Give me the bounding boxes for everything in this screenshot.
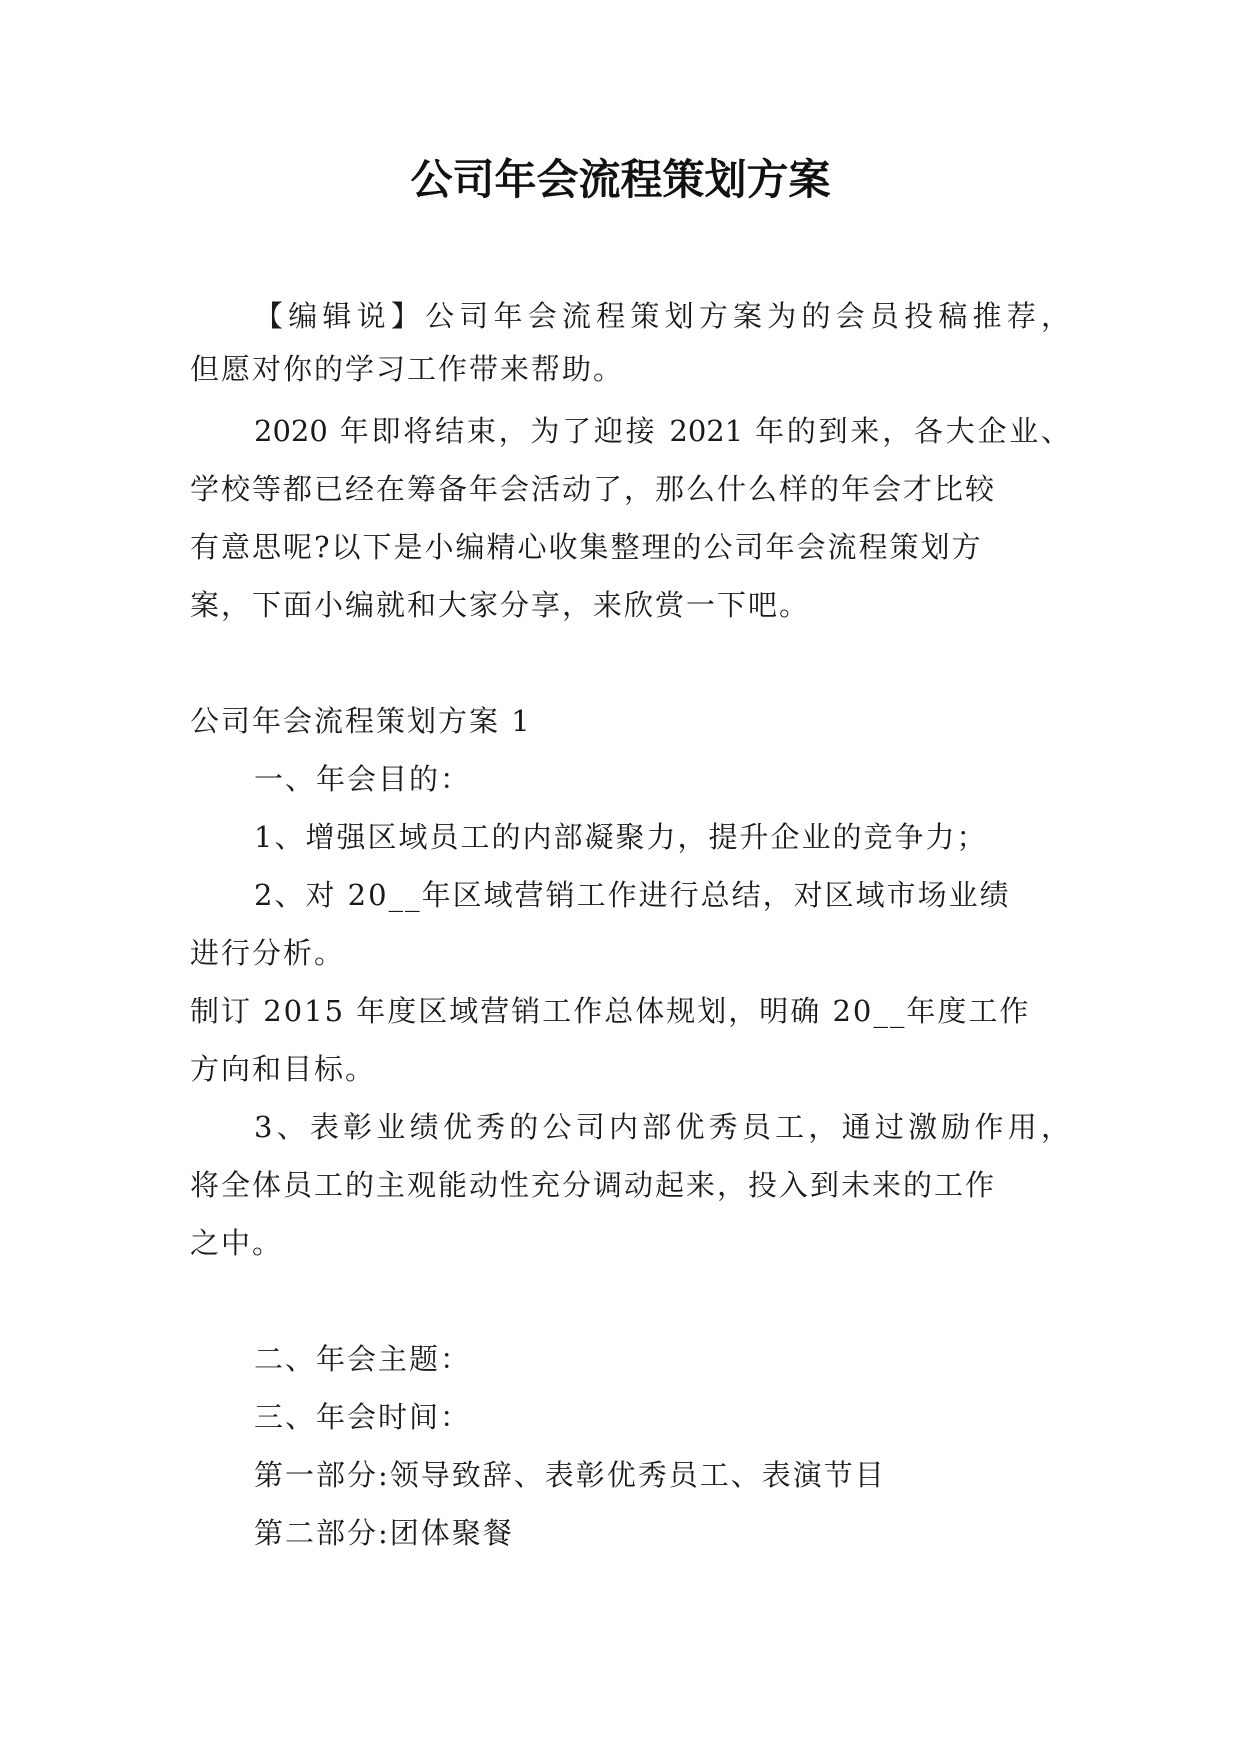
paragraph-line: 方向和目标。: [190, 1052, 377, 1086]
paragraph-line: 一、年会目的：: [254, 762, 472, 796]
paragraph-line: 案，下面小编就和大家分享，来欣赏一下吧。: [190, 588, 811, 622]
section-heading: 公司年会流程策划方案 1: [190, 704, 532, 738]
paragraph-line: 制订 2015 年度区域营销工作总体规划，明确 20__年度工作: [190, 994, 1031, 1028]
list-item: 2、对 20__年区域营销工作进行总结，对区域市场业绩: [254, 878, 1011, 912]
list-item: 1、增强区域员工的内部凝聚力，提升企业的竞争力；: [254, 820, 988, 854]
paragraph-line: 将全体员工的主观能动性充分调动起来，投入到未来的工作: [190, 1168, 997, 1202]
section-heading: 二、年会主题：: [254, 1342, 472, 1376]
paragraph-line: 但愿对你的学习工作带来帮助。: [190, 352, 625, 386]
list-item: 3、表彰业绩优秀的公司内部优秀员工，通过激励作用，: [254, 1110, 1070, 1144]
paragraph-line: 进行分析。: [190, 936, 346, 970]
paragraph-line: 第一部分:领导致辞、表彰优秀员工、表演节目: [254, 1458, 886, 1492]
paragraph-line: 学校等都已经在筹备年会活动了，那么什么样的年会才比较: [190, 472, 997, 506]
paragraph-line: 【编辑说】公司年会流程策划方案为的会员投稿推荐，: [254, 299, 1070, 333]
paragraph-line: 第二部分:团体聚餐: [254, 1516, 514, 1550]
document-title: 公司年会流程策划方案: [410, 155, 831, 204]
section-heading: 三、年会时间：: [254, 1400, 472, 1434]
paragraph-line: 2020 年即将结束，为了迎接 2021 年的到来，各大企业、: [254, 414, 1070, 448]
paragraph-line: 之中。: [190, 1226, 284, 1260]
paragraph-line: 有意思呢?以下是小编精心收集整理的公司年会流程策划方: [190, 530, 983, 564]
